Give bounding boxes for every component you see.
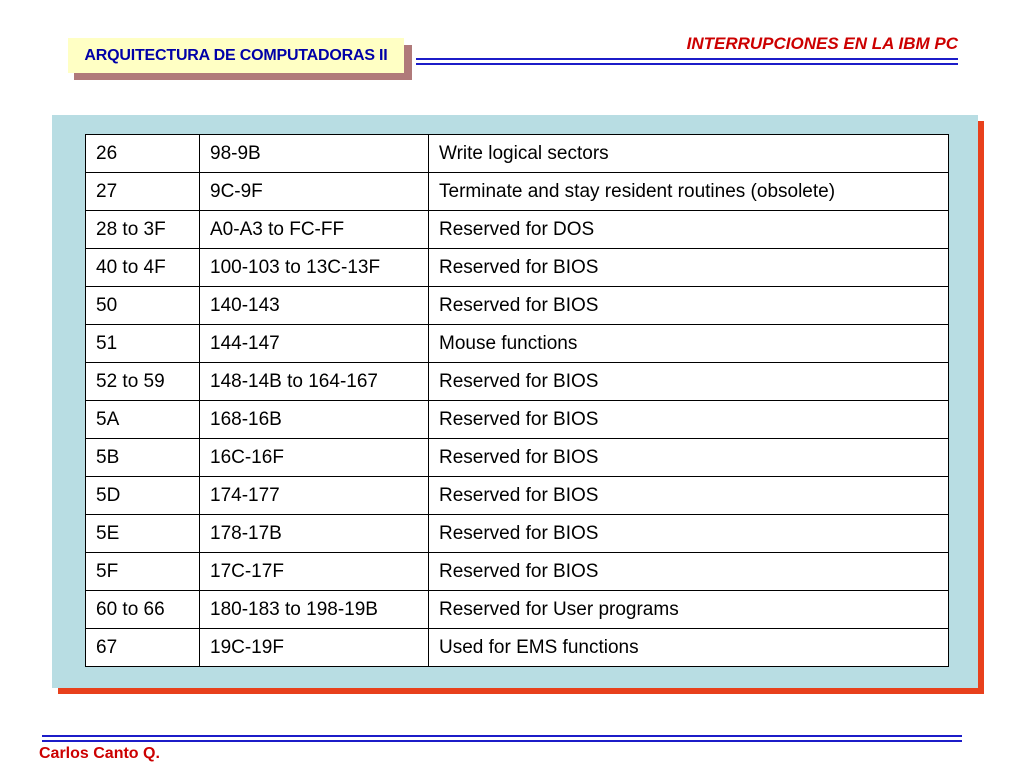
interrupt-number-cell: 50 [86, 287, 200, 325]
interrupt-number-cell: 51 [86, 325, 200, 363]
description-cell: Reserved for BIOS [429, 287, 949, 325]
interrupt-number-cell: 5B [86, 439, 200, 477]
description-cell: Reserved for BIOS [429, 439, 949, 477]
table-row [86, 135, 949, 173]
description-cell: Reserved for BIOS [429, 249, 949, 287]
table-row [86, 287, 949, 325]
description-cell: Reserved for BIOS [429, 515, 949, 553]
course-badge: ARQUITECTURA DE COMPUTADORAS II [68, 38, 404, 73]
footer-rule-bottom [42, 740, 962, 742]
vector-address-cell: 144-147 [200, 325, 429, 363]
description-cell: Reserved for BIOS [429, 477, 949, 515]
interrupt-number-cell: 67 [86, 629, 200, 667]
interrupt-number-cell: 5F [86, 553, 200, 591]
vector-address-cell: 140-143 [200, 287, 429, 325]
header-rule-top [416, 58, 958, 60]
interrupt-number-cell: 60 to 66 [86, 591, 200, 629]
vector-address-cell: 100-103 to 13C-13F [200, 249, 429, 287]
vector-address-cell: 148-14B to 164-167 [200, 363, 429, 401]
table-row [86, 591, 949, 629]
interrupt-number-cell: 5D [86, 477, 200, 515]
description-cell: Reserved for BIOS [429, 553, 949, 591]
interrupt-number-cell: 26 [86, 135, 200, 173]
slide-title: INTERRUPCIONES EN LA IBM PC [686, 34, 958, 53]
description-cell: Used for EMS functions [429, 629, 949, 667]
interrupt-number-cell: 28 to 3F [86, 211, 200, 249]
description-cell: Reserved for User programs [429, 591, 949, 629]
vector-address-cell: A0-A3 to FC-FF [200, 211, 429, 249]
vector-address-cell: 16C-16F [200, 439, 429, 477]
vector-address-cell: 168-16B [200, 401, 429, 439]
table-row [86, 553, 949, 591]
vector-address-cell: 98-9B [200, 135, 429, 173]
interrupt-number-cell: 27 [86, 173, 200, 211]
description-cell: Terminate and stay resident routines (obsolete) [429, 173, 949, 211]
vector-address-cell: 180-183 to 198-19B [200, 591, 429, 629]
table-row [86, 249, 949, 287]
footer-rule-top [42, 735, 962, 737]
description-cell: Reserved for DOS [429, 211, 949, 249]
interrupt-number-cell: 40 to 4F [86, 249, 200, 287]
table-row [86, 401, 949, 439]
header-rule-bottom [416, 63, 958, 65]
interrupt-number-cell: 52 to 59 [86, 363, 200, 401]
vector-address-cell: 17C-17F [200, 553, 429, 591]
interrupt-table [85, 134, 949, 667]
table-row [86, 363, 949, 401]
table-row [86, 439, 949, 477]
description-cell: Mouse functions [429, 325, 949, 363]
vector-address-cell: 174-177 [200, 477, 429, 515]
interrupt-number-cell: 5A [86, 401, 200, 439]
description-cell: Write logical sectors [429, 135, 949, 173]
interrupt-table-body [86, 135, 949, 667]
table-row [86, 173, 949, 211]
table-row [86, 515, 949, 553]
author-name: Carlos Canto Q. [39, 745, 160, 762]
vector-address-cell: 9C-9F [200, 173, 429, 211]
description-cell: Reserved for BIOS [429, 363, 949, 401]
vector-address-cell: 19C-19F [200, 629, 429, 667]
table-row [86, 325, 949, 363]
interrupt-number-cell: 5E [86, 515, 200, 553]
description-cell: Reserved for BIOS [429, 401, 949, 439]
vector-address-cell: 178-17B [200, 515, 429, 553]
table-row [86, 629, 949, 667]
table-row [86, 477, 949, 515]
table-row [86, 211, 949, 249]
